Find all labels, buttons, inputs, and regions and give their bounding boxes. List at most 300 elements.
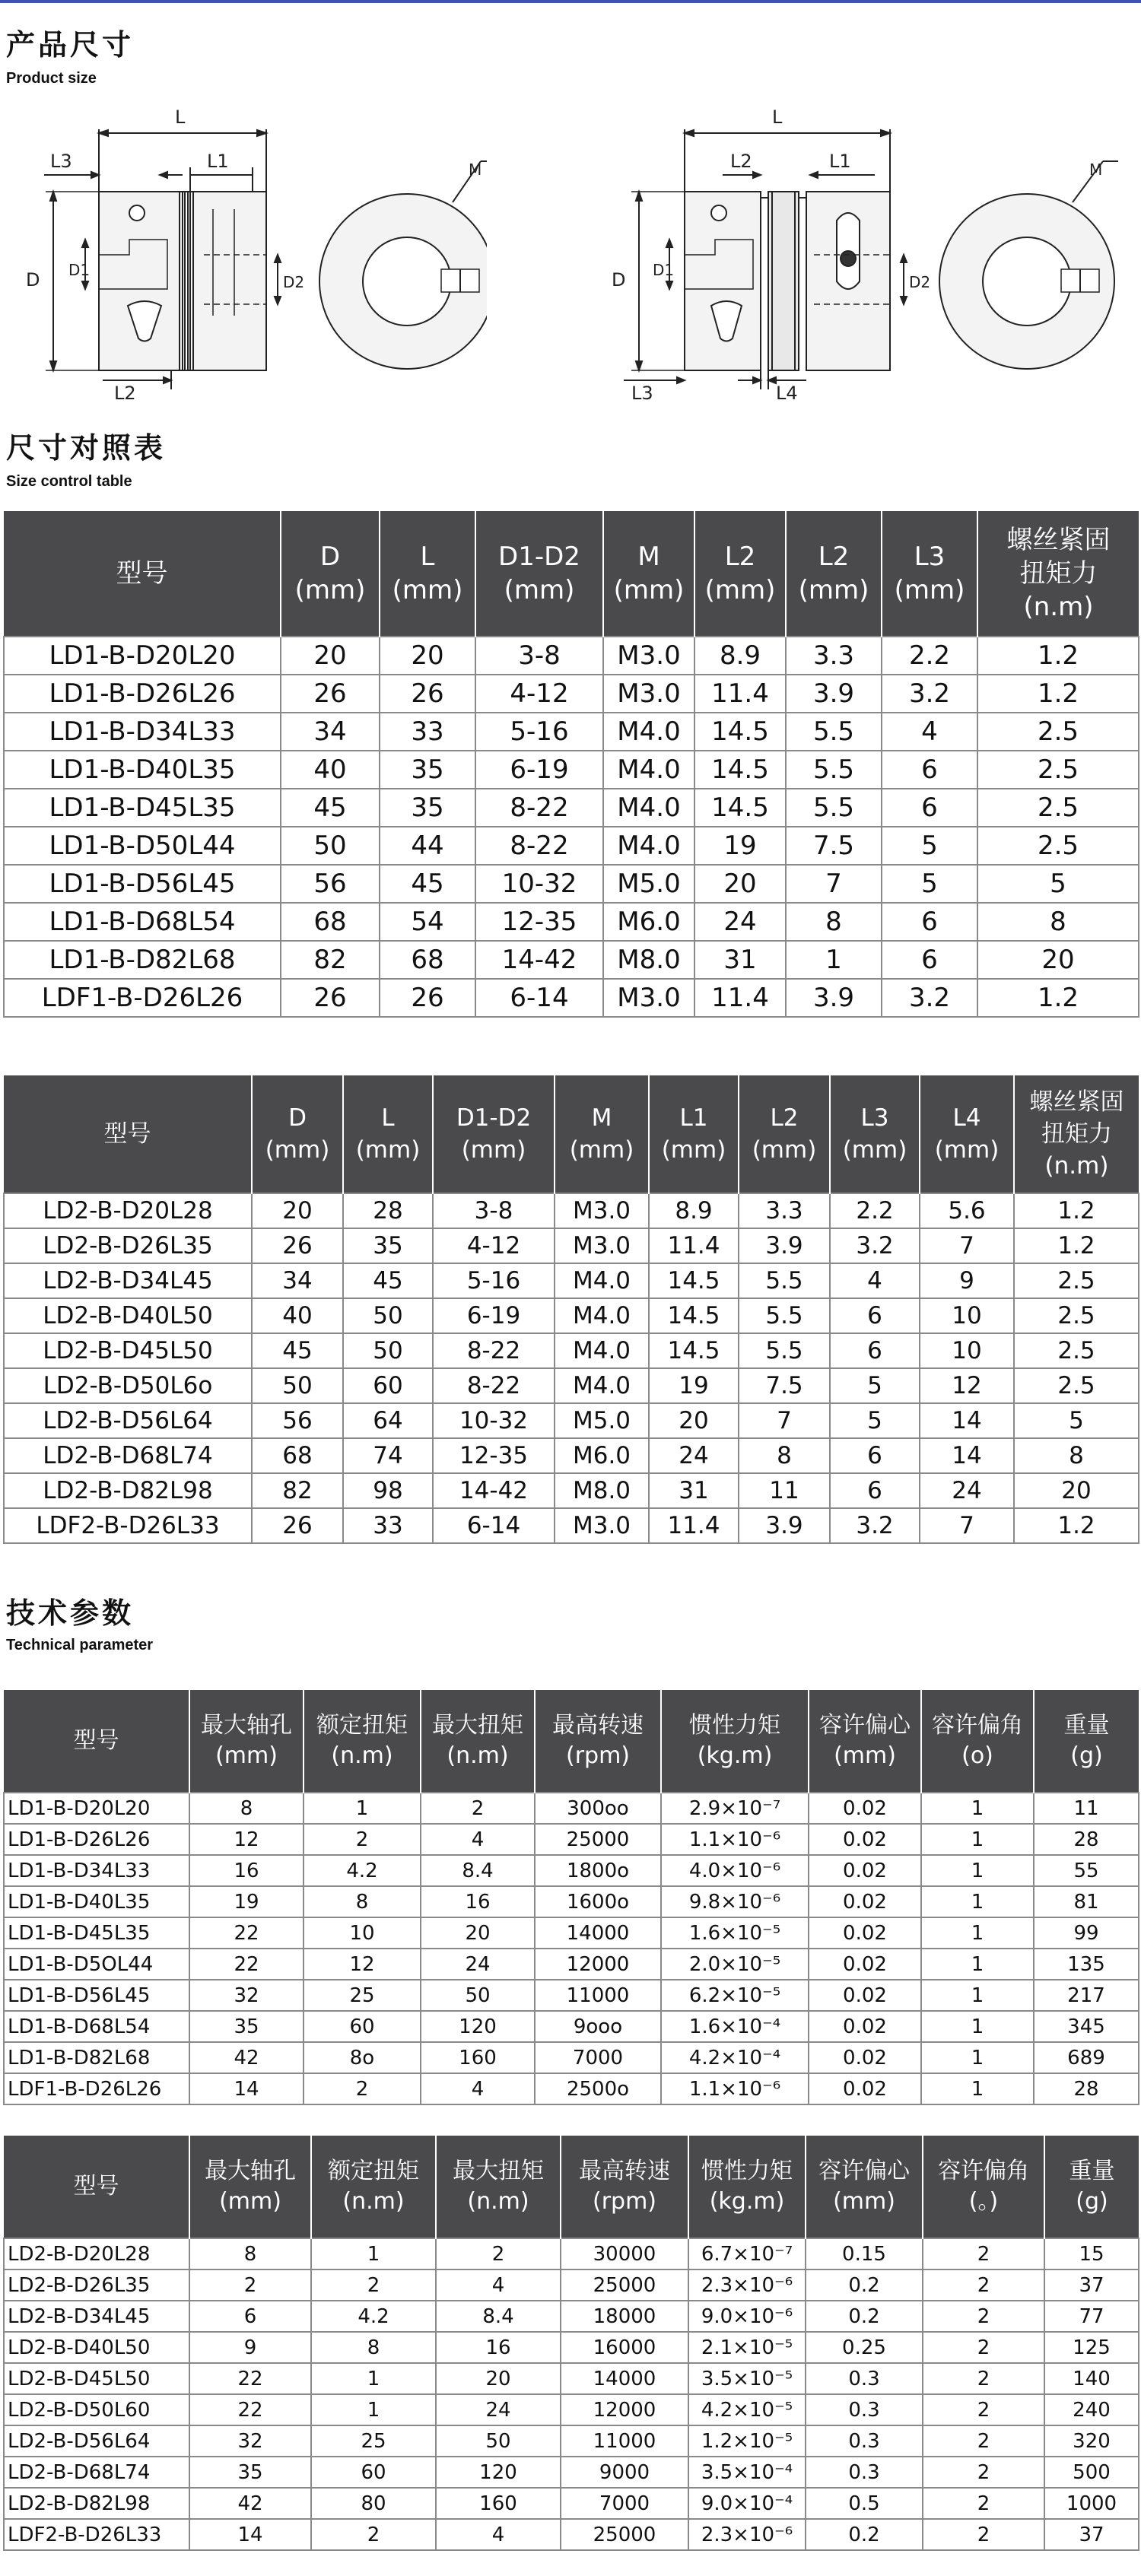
right-drawing-label-l2: L2 (730, 151, 752, 172)
table-row (4, 2488, 1139, 2519)
column-header-line: L2 (724, 542, 756, 572)
column-header-line: L1 (679, 1104, 708, 1132)
column-header-line: 最大轴孔 (205, 2158, 296, 2184)
model-cell: LD2-B-D40L50 (4, 2332, 189, 2363)
table-cell: 2 (923, 2457, 1044, 2488)
table-cell: 0.02 (809, 1917, 921, 1949)
column-header-line: 型号 (116, 558, 168, 589)
column-header-line: L2 (818, 542, 850, 572)
table-cell: 12 (304, 1949, 421, 1980)
table-cell: 0.3 (806, 2425, 923, 2457)
table-cell: 0.02 (809, 1824, 921, 1855)
table-cell: 2.3×10⁻⁶ (688, 2269, 806, 2301)
column-header-line: (g) (1070, 1742, 1103, 1769)
table-cell: 1.2 (1014, 1193, 1139, 1228)
table-cell: 3.9 (786, 979, 882, 1017)
table-cell: 14-42 (433, 1473, 555, 1508)
table-cell: 1 (921, 2073, 1034, 2104)
table-cell: 44 (380, 827, 475, 865)
table-cell: M3.0 (555, 1228, 649, 1263)
column-header-line: 型号 (73, 2173, 119, 2200)
model-cell: LD2-B-D34L45 (4, 1263, 252, 1298)
column-header (436, 2136, 561, 2238)
table-cell: 19 (649, 1368, 739, 1403)
table-cell: 24 (649, 1438, 739, 1473)
table-cell: M3.0 (603, 637, 694, 675)
table-row (4, 2519, 1139, 2550)
table-cell: 0.02 (809, 1980, 921, 2011)
table-cell: M3.0 (603, 675, 694, 713)
table-cell: 2.2 (882, 637, 977, 675)
table-cell: 0.02 (809, 1949, 921, 1980)
column-header-line: 容许偏角 (932, 1712, 1023, 1739)
table-cell: 1 (921, 1917, 1034, 1949)
table-cell: 74 (343, 1438, 433, 1473)
table-row (4, 1298, 1139, 1333)
table-cell: 8 (1014, 1438, 1139, 1473)
model-cell: LD2-B-D20L28 (4, 2238, 189, 2269)
column-header-line: D (288, 1104, 307, 1132)
table-cell: M4.0 (603, 789, 694, 827)
column-header-line: L3 (914, 542, 946, 572)
column-header-line: (mm) (504, 575, 575, 605)
table-cell: 22 (189, 1949, 304, 1980)
model-cell: LD1-B-D56L45 (4, 1980, 189, 2011)
table-cell: 54 (380, 903, 475, 941)
column-header-line: 螺丝紧固 (1029, 1088, 1124, 1116)
tech-param-subtitle: Technical parameter (6, 1637, 154, 1653)
table-cell: 35 (343, 1228, 433, 1263)
column-header-line: 重量 (1069, 2158, 1115, 2184)
table-cell: 1.2 (1014, 1508, 1139, 1543)
table-cell: 0.2 (806, 2269, 923, 2301)
table-cell: 689 (1034, 2042, 1139, 2073)
column-header-line: (o) (961, 1742, 993, 1769)
table-row (4, 2425, 1139, 2457)
column-header-line: (mm) (392, 575, 463, 605)
column-header-line: 扭矩力 (1041, 1120, 1112, 1148)
table-cell: 5 (1014, 1403, 1139, 1438)
table-cell: 10 (920, 1333, 1014, 1368)
table-cell: 8 (304, 1886, 421, 1917)
table-row (4, 1228, 1139, 1263)
table-cell: 14.5 (649, 1263, 739, 1298)
table-row (4, 1949, 1139, 1980)
table-cell: 1 (311, 2238, 436, 2269)
table-cell: 64 (343, 1403, 433, 1438)
table-cell: M3.0 (603, 979, 694, 1017)
table-cell: 8 (189, 1793, 304, 1824)
table-row (4, 675, 1139, 713)
table-cell: 345 (1034, 2011, 1139, 2042)
tech-table-ld2 (3, 2136, 1139, 2551)
column-header-line: (mm) (215, 1742, 278, 1769)
model-cell: LD1-B-D20L20 (4, 1793, 189, 1824)
table-cell: 35 (380, 751, 475, 789)
table-cell: 0.2 (806, 2301, 923, 2332)
table-cell: 6 (830, 1298, 920, 1333)
table-row (4, 1368, 1139, 1403)
table-cell: 1.2 (977, 637, 1139, 675)
table-cell: 60 (311, 2457, 436, 2488)
model-cell: LDF2-B-D26L33 (4, 1508, 252, 1543)
table-cell: 14000 (535, 1917, 661, 1949)
column-header (189, 1690, 304, 1793)
table-cell: 0.02 (809, 2011, 921, 2042)
table-cell: 37 (1044, 2269, 1139, 2301)
table-cell: 35 (189, 2011, 304, 2042)
column-header (311, 2136, 436, 2238)
table-cell: 11.4 (649, 1228, 739, 1263)
left-drawing-label-l: L (175, 106, 186, 128)
column-header-line: 容许偏心 (819, 1712, 911, 1739)
table-cell: 82 (252, 1473, 343, 1508)
model-cell: LD2-B-D26L35 (4, 2269, 189, 2301)
table-cell: 35 (189, 2457, 311, 2488)
table-cell: 6-19 (475, 751, 603, 789)
column-header-line: L (381, 1104, 395, 1132)
table-cell: 14000 (561, 2363, 688, 2394)
table-cell: 300oo (535, 1793, 661, 1824)
table-cell: M4.0 (555, 1333, 649, 1368)
column-header (694, 511, 786, 637)
column-header-line: (mm) (219, 2188, 281, 2215)
table-cell: 10-32 (475, 865, 603, 903)
table-cell: 6 (882, 941, 977, 979)
table-row (4, 2394, 1139, 2425)
table-cell: 8-22 (475, 789, 603, 827)
column-header (661, 1690, 809, 1793)
table-cell: 7 (920, 1508, 1014, 1543)
table-cell: M4.0 (603, 827, 694, 865)
table-cell: 5.5 (786, 751, 882, 789)
table-cell: 1.2 (1014, 1228, 1139, 1263)
column-header (809, 1690, 921, 1793)
table-cell: 11.4 (694, 675, 786, 713)
size-table-title: 尺寸对照表 (6, 431, 167, 465)
table-cell: 7 (739, 1403, 830, 1438)
right-drawing-label-d2: D2 (909, 273, 931, 291)
column-header-line: (mm) (834, 1742, 896, 1769)
table-row (4, 713, 1139, 751)
table-cell: M3.0 (555, 1508, 649, 1543)
table-cell: 8-22 (433, 1368, 555, 1403)
column-header-line: (n.m) (447, 1742, 509, 1769)
table-cell: 98 (343, 1473, 433, 1508)
table-cell: 5.5 (786, 789, 882, 827)
column-header-line: L2 (770, 1104, 799, 1132)
table-cell: 4-12 (433, 1228, 555, 1263)
table-cell: 26 (252, 1508, 343, 1543)
column-header-line: (mm) (833, 2188, 895, 2215)
table-cell: 50 (343, 1333, 433, 1368)
table-cell: 9000 (561, 2457, 688, 2488)
table-cell: 7.5 (739, 1368, 830, 1403)
table-cell: 1 (921, 1886, 1034, 1917)
column-header-line: 惯性力矩 (701, 2158, 793, 2184)
product-size-title: 产品尺寸 (6, 28, 135, 62)
column-header (343, 1075, 433, 1193)
table-cell: 5.5 (786, 713, 882, 751)
column-header (739, 1075, 830, 1193)
table-cell: 11.4 (649, 1508, 739, 1543)
table-cell: 0.25 (806, 2332, 923, 2363)
table-cell: 0.2 (806, 2519, 923, 2550)
table-cell: 2 (421, 1793, 535, 1824)
column-header-line: (mm) (894, 575, 965, 605)
column-header-line: D (319, 542, 341, 572)
model-cell: LD2-B-D34L45 (4, 2301, 189, 2332)
table-cell: 11000 (535, 1980, 661, 2011)
table-cell: 3.2 (830, 1228, 920, 1263)
column-header-line: (n.m) (342, 2188, 405, 2215)
table-cell: 140 (1044, 2363, 1139, 2394)
table-cell: 31 (694, 941, 786, 979)
table-cell: 25000 (561, 2519, 688, 2550)
table-cell: M4.0 (555, 1368, 649, 1403)
table-cell: 1.2 (977, 979, 1139, 1017)
table-cell: 8.9 (694, 637, 786, 675)
table-cell: 160 (436, 2488, 561, 2519)
column-header-line: (rpm) (565, 1742, 630, 1769)
table-cell: 2.5 (977, 827, 1139, 865)
table-cell: 6-19 (433, 1298, 555, 1333)
table-cell: 6 (189, 2301, 311, 2332)
column-header-line: (kg.m) (697, 1742, 773, 1769)
table-cell: 22 (189, 2363, 311, 2394)
table-row (4, 1473, 1139, 1508)
table-row (4, 2073, 1139, 2104)
column-header-line: M (591, 1104, 612, 1132)
table-cell: 68 (281, 903, 380, 941)
table-cell: 42 (189, 2488, 311, 2519)
table-cell: 8 (739, 1438, 830, 1473)
table-cell: M5.0 (603, 865, 694, 903)
table-cell: 0.3 (806, 2394, 923, 2425)
column-header (433, 1075, 555, 1193)
size-table-subtitle: Size control table (6, 473, 132, 490)
table-cell: 120 (436, 2457, 561, 2488)
table-cell: 20 (421, 1917, 535, 1949)
table-cell: 26 (252, 1228, 343, 1263)
table-cell: 1800o (535, 1855, 661, 1886)
table-cell: 1 (921, 1949, 1034, 1980)
model-cell: LDF1-B-D26L26 (4, 2073, 189, 2104)
table-cell: 2.3×10⁻⁶ (688, 2519, 806, 2550)
table-cell: 12000 (535, 1949, 661, 1980)
column-header-line: 扭矩力 (1019, 558, 1098, 589)
table-cell: 3-8 (433, 1193, 555, 1228)
table-row (4, 865, 1139, 903)
table-cell: 40 (252, 1298, 343, 1333)
column-header (977, 511, 1139, 637)
column-header (475, 511, 603, 637)
model-cell: LD1-B-D26L26 (4, 675, 281, 713)
table-cell: 7 (920, 1228, 1014, 1263)
table-cell: 11.4 (694, 979, 786, 1017)
table-cell: M4.0 (603, 751, 694, 789)
table-cell: 4 (436, 2519, 561, 2550)
table-cell: 0.02 (809, 1886, 921, 1917)
table-cell: 50 (281, 827, 380, 865)
column-header (189, 2136, 311, 2238)
table-cell: 50 (343, 1298, 433, 1333)
column-header-line: (mm) (798, 575, 869, 605)
table-cell: 2 (923, 2425, 1044, 2457)
column-header-line: 型号 (73, 1727, 119, 1754)
table-cell: 2 (923, 2363, 1044, 2394)
table-row (4, 2042, 1139, 2073)
table-cell: 1.6×10⁻⁴ (661, 2011, 809, 2042)
table-cell: 1.6×10⁻⁵ (661, 1917, 809, 1949)
table-cell: 99 (1034, 1917, 1139, 1949)
model-cell: LD2-B-D82L98 (4, 1473, 252, 1508)
column-header-line: L3 (860, 1104, 889, 1132)
table-cell: 7000 (561, 2488, 688, 2519)
table-cell: 2 (304, 2073, 421, 2104)
model-cell: LD1-B-D45L35 (4, 789, 281, 827)
column-header-line: 惯性力矩 (689, 1712, 780, 1739)
table-cell: 22 (189, 1917, 304, 1949)
model-cell: LD1-B-D40L35 (4, 1886, 189, 1917)
table-cell: 12000 (561, 2394, 688, 2425)
column-header-line: (n.m) (1023, 592, 1094, 622)
table-row (4, 941, 1139, 979)
table-cell: 33 (380, 713, 475, 751)
table-cell: 28 (1034, 2073, 1139, 2104)
table-cell: 45 (380, 865, 475, 903)
column-header (555, 1075, 649, 1193)
column-header-line: 最高转速 (552, 1712, 644, 1739)
table-cell: 24 (694, 903, 786, 941)
table-cell: 0.15 (806, 2238, 923, 2269)
table-cell: 12-35 (475, 903, 603, 941)
table-cell: 4 (830, 1263, 920, 1298)
table-cell: 20 (380, 637, 475, 675)
column-header (786, 511, 882, 637)
table-cell: 20 (281, 637, 380, 675)
column-header (603, 511, 694, 637)
table-cell: 9 (189, 2332, 311, 2363)
model-cell: LD2-B-D56L64 (4, 2425, 189, 2457)
column-header (649, 1075, 739, 1193)
column-header (1034, 1690, 1139, 1793)
table-cell: 1000 (1044, 2488, 1139, 2519)
table-cell: 3.5×10⁻⁴ (688, 2457, 806, 2488)
model-cell: LDF2-B-D26L33 (4, 2519, 189, 2550)
table-cell: 28 (1034, 1824, 1139, 1855)
model-cell: LD1-B-D82L68 (4, 941, 281, 979)
table-cell: 2 (923, 2238, 1044, 2269)
column-header-line: D1-D2 (498, 542, 580, 572)
table-cell: 50 (421, 1980, 535, 2011)
model-cell: LD1-B-D40L35 (4, 751, 281, 789)
table-cell: 56 (252, 1403, 343, 1438)
left-drawing-label-l3: L3 (50, 151, 72, 172)
table-cell: 20 (694, 865, 786, 903)
table-cell: 3.2 (882, 675, 977, 713)
table-cell: 2 (923, 2332, 1044, 2363)
table-cell: 33 (343, 1508, 433, 1543)
table-cell: 3.9 (739, 1228, 830, 1263)
table-row (4, 1980, 1139, 2011)
table-row (4, 2011, 1139, 2042)
table-cell: M8.0 (603, 941, 694, 979)
table-row (4, 2269, 1139, 2301)
column-header-line: 额定扭矩 (328, 2158, 419, 2184)
column-header (421, 1690, 535, 1793)
table-cell: 25 (304, 1980, 421, 2011)
left-drawing-label-m: M (469, 160, 482, 179)
table-cell: 3.3 (739, 1193, 830, 1228)
table-cell: 4 (421, 1824, 535, 1855)
table-cell: 3.2 (830, 1508, 920, 1543)
column-header-line: (n.m) (1044, 1152, 1109, 1180)
table-cell: 15 (1044, 2238, 1139, 2269)
table-cell: 20 (649, 1403, 739, 1438)
table-cell: 24 (920, 1473, 1014, 1508)
column-header (1044, 2136, 1139, 2238)
table-cell: 8 (189, 2238, 311, 2269)
table-cell: 2 (923, 2488, 1044, 2519)
table-cell: 5 (882, 827, 977, 865)
table-cell: 8.9 (649, 1193, 739, 1228)
table-cell: 1 (921, 1824, 1034, 1855)
table-cell: 7.5 (786, 827, 882, 865)
table-cell: 2 (311, 2269, 436, 2301)
table-cell: 20 (436, 2363, 561, 2394)
table-cell: 2 (189, 2269, 311, 2301)
column-header (920, 1075, 1014, 1193)
column-header-line: (mm) (934, 1136, 1000, 1164)
table-cell: 80 (311, 2488, 436, 2519)
table-cell: 30000 (561, 2238, 688, 2269)
table-cell: 34 (252, 1263, 343, 1298)
table-cell: 1 (786, 941, 882, 979)
table-cell: 4 (421, 2073, 535, 2104)
table-cell: 9.0×10⁻⁴ (688, 2488, 806, 2519)
table-cell: 4.2 (311, 2301, 436, 2332)
table-cell: 19 (189, 1886, 304, 1917)
column-header-line: (n.m) (331, 1742, 393, 1769)
table-cell: 10 (304, 1917, 421, 1949)
column-header (921, 1690, 1034, 1793)
column-header (4, 1075, 252, 1193)
table-cell: 5.6 (920, 1193, 1014, 1228)
model-cell: LD1-B-D26L26 (4, 1824, 189, 1855)
table-cell: 160 (421, 2042, 535, 2073)
table-cell: 31 (649, 1473, 739, 1508)
tech-param-title: 技术参数 (6, 1596, 135, 1630)
table-cell: 6-14 (433, 1508, 555, 1543)
table-cell: 12-35 (433, 1438, 555, 1473)
table-row (4, 2363, 1139, 2394)
right-drawing-label-m: M (1089, 160, 1103, 179)
column-header (4, 511, 281, 637)
table-cell: 6 (882, 789, 977, 827)
table-row (4, 2332, 1139, 2363)
table-cell: M5.0 (555, 1403, 649, 1438)
model-cell: LD2-B-D45L50 (4, 1333, 252, 1368)
table-cell: 68 (252, 1438, 343, 1473)
table-cell: 2.0×10⁻⁵ (661, 1949, 809, 1980)
column-header-line: 容许偏心 (818, 2158, 910, 2184)
table-cell: M3.0 (555, 1193, 649, 1228)
table-cell: 0.5 (806, 2488, 923, 2519)
table-cell: 10-32 (433, 1403, 555, 1438)
table-cell: 4-12 (475, 675, 603, 713)
table-cell: 2 (304, 1824, 421, 1855)
